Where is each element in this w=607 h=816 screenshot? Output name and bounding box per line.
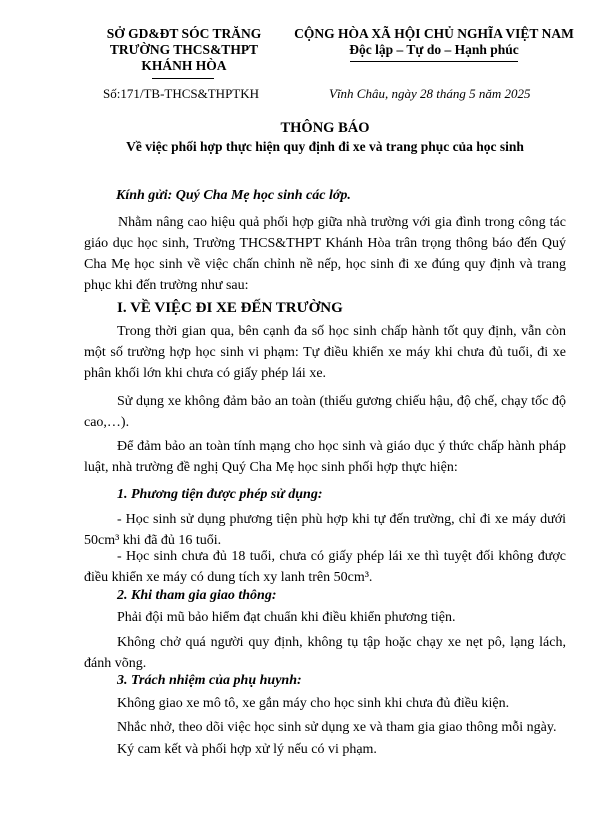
notice-subject: Về việc phối hợp thực hiện quy định đi xe và trang phục của học sinh (126, 139, 524, 154)
subsection3-item3: Ký cam kết và phối hợp xử lý nếu có vi phạm. (117, 742, 377, 757)
section1-paragraph1: Trong thời gian qua, bên cạnh đa số học sinh chấp hành tốt quy định, vẫn còn một số trường hợp học sinh vi phạm: Tự điều khiển xe máy khi chưa đủ tuổi, đi xe phân khối lớn khi chưa có giấy phép lái xe. (84, 324, 566, 381)
intro-paragraph: Nhằm nâng cao hiệu quả phối hợp giữa nhà trường với gia đình trong công tác giáo dục học sinh, Trường THCS&THPT Khánh Hòa trân trọng thông báo đến Quý Cha Mẹ học sinh về việc chấn chỉnh nề nếp, học sinh đi xe đúng quy định và trang phục khi đến trường như sau: (84, 215, 566, 293)
section1-paragraph2: Sử dụng xe không đảm bảo an toàn (thiếu gương chiếu hậu, độ chế, chạy tốc độ cao,…). (84, 394, 566, 430)
section1-paragraph3: Để đảm bảo an toàn tính mạng cho học sinh và giáo dục ý thức chấp hành pháp luật, nhà trường đề nghị Quý Cha Mẹ học sinh phối hợp thực hiện: (84, 439, 566, 475)
org-underline (152, 78, 214, 79)
subsection2-item1: Phải đội mũ bảo hiểm đạt chuẩn khi điều khiển phương tiện. (117, 610, 456, 625)
subsection2-item2: Không chở quá người quy định, không tụ tập hoặc chạy xe nẹt pô, lạng lách, đánh võng. (84, 635, 566, 671)
org-name-line3: KHÁNH HÒA (141, 58, 227, 73)
subsection1-item2: - Học sinh chưa đủ 18 tuổi, chưa có giấy phép lái xe thì tuyệt đối không được điều khiển xe máy có dung tích xy lanh trên 50cm³. (84, 549, 566, 585)
org-name-line2: TRƯỜNG THCS&THPT (109, 42, 259, 57)
motto-underline (350, 61, 518, 62)
notice-title: THÔNG BÁO (280, 120, 370, 136)
salutation: Kính gửi: Quý Cha Mẹ học sinh các lớp. (116, 188, 351, 203)
doc-number: Số:171/TB-THCS&THPTKH (103, 86, 260, 101)
subsection2-heading: 2. Khi tham gia giao thông: (117, 588, 277, 603)
org-name-line1: SỞ GD&ĐT SÓC TRĂNG (106, 26, 262, 41)
section1-heading: I. VỀ VIỆC ĐI XE ĐẾN TRƯỜNG (117, 300, 343, 316)
subsection1-item1: - Học sinh sử dụng phương tiện phù hợp khi tự đến trường, chỉ đi xe máy dưới 50cm³ khi đã đủ 16 tuổi. (84, 512, 566, 548)
subsection3-heading: 3. Trách nhiệm của phụ huynh: (117, 673, 302, 688)
date-place: Vĩnh Châu, ngày 28 tháng 5 năm 2025 (329, 86, 531, 101)
subsection1-heading: 1. Phương tiện được phép sử dụng: (117, 487, 323, 502)
nation-motto: Độc lập – Tự do – Hạnh phúc (349, 42, 519, 57)
subsection3-item2: Nhắc nhở, theo dõi việc học sinh sử dụng xe và tham gia giao thông mỗi ngày. (117, 720, 557, 735)
nation-title: CỘNG HÒA XÃ HỘI CHỦ NGHĨA VIỆT NAM (294, 26, 574, 41)
subsection3-item1: Không giao xe mô tô, xe gắn máy cho học sinh khi chưa đủ điều kiện. (117, 696, 510, 711)
